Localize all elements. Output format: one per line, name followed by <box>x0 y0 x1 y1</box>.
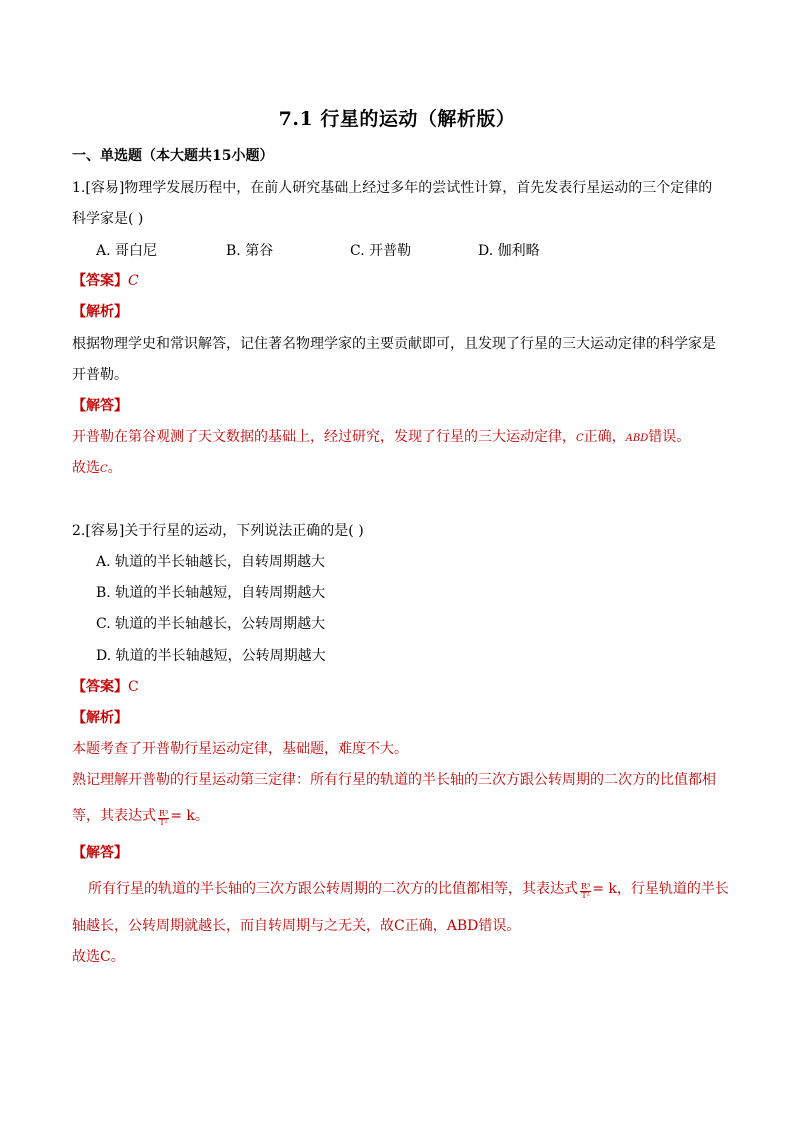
q2-solution-fraction <box>580 883 591 900</box>
q2-solution-num: R³ <box>581 882 591 891</box>
q1-option-c: C. 开普勒 <box>350 243 412 259</box>
q2-option-b: B. 轨道的半长轴越短，自转周期越大 <box>96 585 326 601</box>
q1-solution-text-b: 正确， <box>583 429 626 445</box>
q2-solution-line2: 轴越长，公转周期就越长，而自转周期与之无关，故C正确，ABD错误。 <box>72 918 521 934</box>
q2-option-a: A. 轨道的半长轴越长，自转周期越大 <box>96 554 326 570</box>
q2-answer-value: C <box>128 679 139 695</box>
q2-option-c: C. 轨道的半长轴越长，公转周期越大 <box>96 616 326 632</box>
q2-formula-den: T² <box>159 818 168 827</box>
q1-analysis-line2: 开普勒。 <box>72 367 128 383</box>
q2-analysis-tag: 【解析】 <box>72 710 128 726</box>
q2-solution-tag: 【解答】 <box>72 845 128 861</box>
q2-analysis-line3 <box>72 805 209 827</box>
q1-option-d: D. 伽利略 <box>478 243 540 259</box>
q1-stem-line1: 1.[容易]物理学发展历程中，在前人研究基础上经过多年的尝试性计算，首先发表行星运动的三个定律的 <box>72 180 713 196</box>
q1-solution-text-a: 开普勒在第谷观测了天文数据的基础上，经过研究，发现了行星的三大运动定律， <box>72 429 576 445</box>
q1-answer-tag: 【答案】 <box>72 273 128 289</box>
q2-analysis-line1: 本题考查了开普勒行星运动定律，基础题，难度不大。 <box>72 741 408 757</box>
q1-conclusion-c: C <box>100 464 108 475</box>
q1-stem-line2: 科学家是( ) <box>72 211 144 227</box>
q2-stem: 2.[容易]关于行星的运动，下列说法正确的是( ) <box>72 523 364 539</box>
q2-formula-fraction <box>158 810 169 827</box>
q2-analysis-text-b: = k。 <box>170 808 209 824</box>
q2-answer-tag: 【答案】 <box>72 679 128 695</box>
q1-solution-tag: 【解答】 <box>72 398 128 414</box>
q1-answer-row <box>72 270 139 290</box>
q2-formula-num: R³ <box>159 809 169 818</box>
q2-analysis-text-a: 等，其表达式 <box>72 808 156 824</box>
q1-solution-text-d: 错误。 <box>648 429 691 445</box>
q2-conclusion: 故选C。 <box>72 949 125 965</box>
q1-solution-abd: ABD <box>625 433 649 444</box>
q1-solution-line <box>72 426 690 446</box>
q2-option-d: D. 轨道的半长轴越短，公转周期越大 <box>96 648 326 664</box>
q1-analysis-tag: 【解析】 <box>72 304 128 320</box>
section-heading: 一、单选题（本大题共15小题） <box>72 148 274 164</box>
q2-solution-line1 <box>88 878 729 900</box>
q1-option-b: B. 第谷 <box>226 243 274 259</box>
page-title: 7.1 行星的运动（解析版） <box>278 108 516 130</box>
q1-conclusion-b: 。 <box>107 460 122 476</box>
q1-conclusion-a: 故选 <box>72 460 100 476</box>
q2-answer-row <box>72 676 139 696</box>
q2-solution-text-b: = k，行星轨道的半长 <box>592 881 729 897</box>
q1-solution-c: C <box>576 433 584 444</box>
q2-analysis-line2: 熟记理解开普勒的行星运动第三定律：所有行星的轨道的半长轴的三次方跟公转周期的二次方的比值都相 <box>72 772 716 788</box>
q2-solution-den: T² <box>581 891 590 900</box>
q2-solution-text-a: 所有行星的轨道的半长轴的三次方跟公转周期的二次方的比值都相等，其表达式 <box>88 881 578 897</box>
q1-analysis-line1: 根据物理学史和常识解答，记住著名物理学家的主要贡献即可，且发现了行星的三大运动定律的科学家是 <box>72 336 716 352</box>
q1-answer-value: C <box>128 273 139 289</box>
q1-option-a: A. 哥白尼 <box>96 243 158 259</box>
q1-conclusion <box>72 457 122 477</box>
